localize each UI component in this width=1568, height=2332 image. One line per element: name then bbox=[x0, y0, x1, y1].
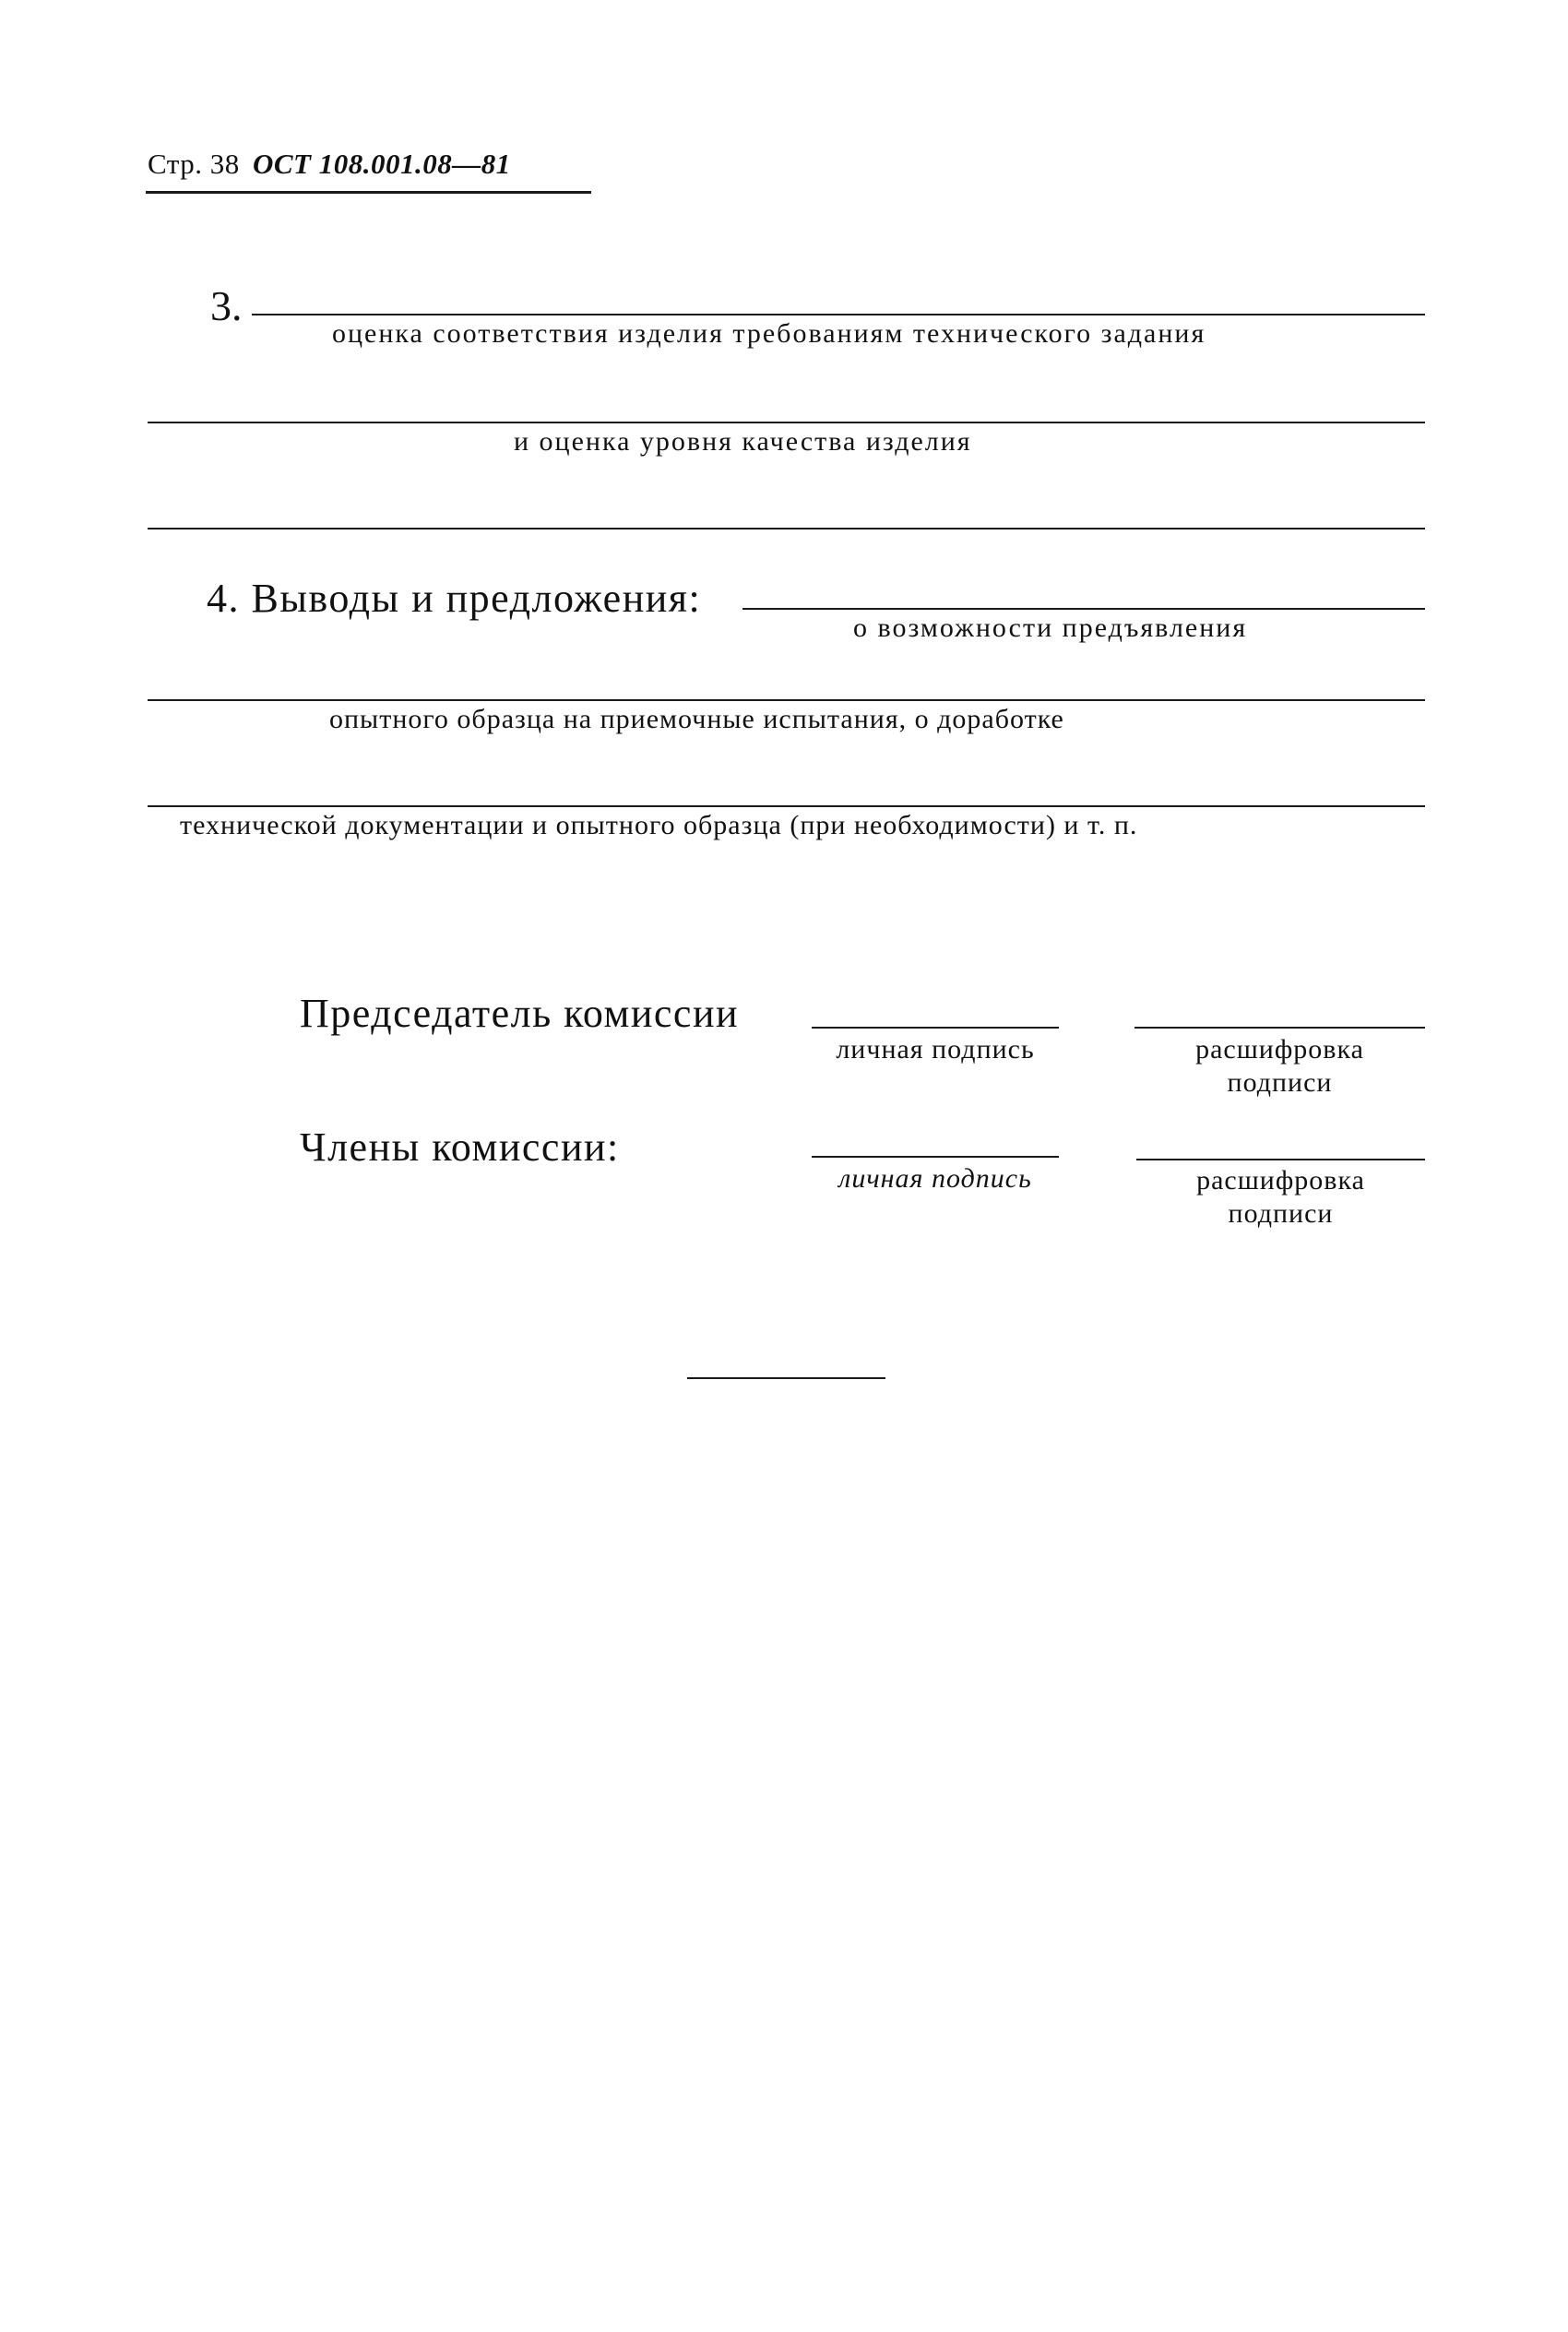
section-4-blank-line-1 bbox=[742, 608, 1425, 610]
page-header bbox=[148, 148, 511, 181]
decoding-caption-line-1: расшифровка bbox=[1196, 1165, 1365, 1196]
members-signature-line bbox=[812, 1156, 1059, 1158]
chairman-decoding-caption bbox=[1134, 1033, 1425, 1100]
section-3-caption-1: оценка соответствия изделия требованиям технического задания bbox=[332, 318, 1206, 349]
section-4-caption-3: технической документации и опытного образца (при необходимости) и т. п. bbox=[180, 810, 1138, 840]
decoding-caption-line-2: подписи bbox=[1227, 1067, 1333, 1098]
chairman-signature-caption: личная подпись bbox=[836, 1034, 1035, 1065]
page-number: Стр. 38 bbox=[148, 148, 240, 180]
section-4-caption-2: опытного образца на приемочные испытания, о доработке bbox=[329, 704, 1064, 734]
decoding-caption-line-2: подписи bbox=[1228, 1198, 1334, 1229]
header-underline bbox=[146, 191, 591, 194]
standard-code: ОСТ 108.001.08—81 bbox=[252, 148, 511, 180]
section-3-blank-line-3 bbox=[148, 528, 1425, 529]
members-decoding-caption bbox=[1136, 1164, 1425, 1231]
members-decoding-line bbox=[1136, 1159, 1425, 1160]
section-3-blank-line-2 bbox=[148, 422, 1425, 423]
members-signature-caption: личная подпись bbox=[838, 1163, 1032, 1194]
section-3-number: 3. bbox=[210, 282, 243, 329]
end-divider bbox=[687, 1377, 885, 1379]
section-4-blank-line-3 bbox=[148, 805, 1425, 807]
decoding-caption-line-1: расшифровка bbox=[1195, 1034, 1364, 1065]
chairman-label: Председатель комиссии bbox=[300, 991, 740, 1036]
section-4-title: 4. Выводы и предложения: bbox=[207, 576, 702, 621]
section-3-caption-2: и оценка уровня качества изделия bbox=[514, 426, 972, 457]
section-3-blank-line-1 bbox=[252, 314, 1425, 315]
chairman-decoding-line bbox=[1134, 1027, 1425, 1029]
members-label: Члены комиссии: bbox=[300, 1124, 620, 1170]
section-4-caption-1: о возможности предъявления bbox=[853, 613, 1248, 643]
section-4-blank-line-2 bbox=[148, 699, 1425, 701]
chairman-signature-line bbox=[812, 1027, 1059, 1029]
